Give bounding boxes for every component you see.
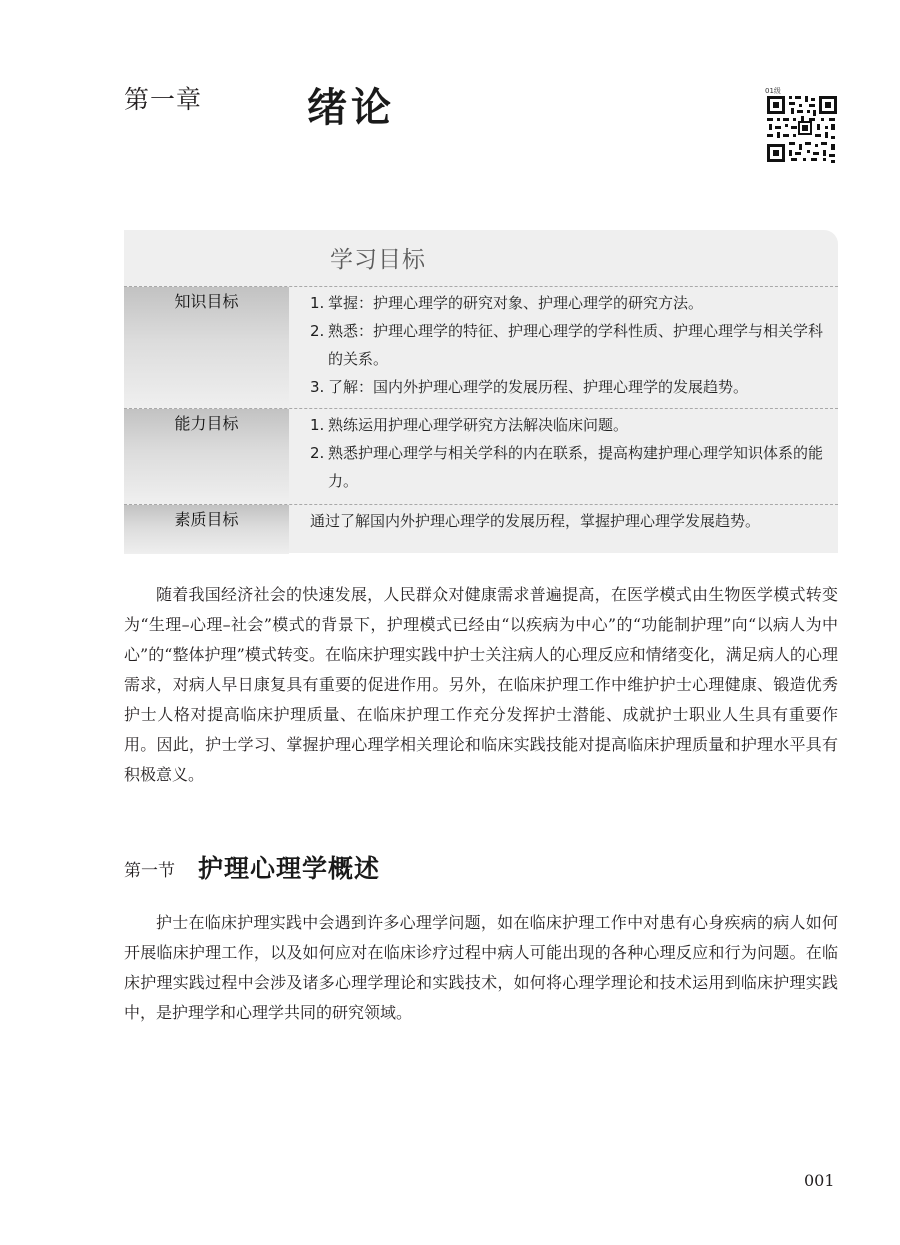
- section-title: 护理心理学概述: [198, 854, 381, 883]
- item-text: 了解：国内外护理心理学的发展历程、护理心理学的发展趋势。: [328, 378, 749, 396]
- quality-objectives-label: 素质目标: [174, 510, 239, 529]
- list-item: [310, 411, 826, 439]
- intro-paragraph: 随着我国经济社会的快速发展，人民群众对健康需求普遍提高，在医学模式由生物医学模式转变为“生理–心理–社会”模式的背景下，护理模式已经由“以疾病为中心”的“功能制护理”向“以病人为中心”的“整体护理”模式转变。在临床护理实践中护士关注病人的心理反应和情绪变化，满足病人的心理需求，对病人早日康复具有重要的促进作用。另外，在临床护理工作中维护护士心理健康、锻造优秀护士人格对提高临床护理质量、在临床护理工作充分发挥护士潜能、成就护士职业人生具有重要作用。因此，护士学习、掌握护理心理学相关理论和临床实践技能对提高临床护理质量和护理水平具有积极意义。: [124, 585, 838, 784]
- ability-objectives-label: 能力目标: [174, 414, 239, 433]
- qr-code-icon: [765, 88, 839, 164]
- item-number: 2.: [310, 322, 325, 340]
- list-item: [310, 289, 826, 317]
- item-text: 熟悉：护理心理学的特征、护理心理学的学科性质、护理心理学与相关学科的关系。: [328, 322, 824, 368]
- quality-objectives-row: [124, 504, 838, 554]
- list-item: [310, 439, 826, 495]
- ability-objectives-row: [124, 408, 838, 503]
- item-number: 3.: [310, 378, 325, 396]
- item-text: 熟练运用护理心理学研究方法解决临床问题。: [328, 416, 629, 434]
- quality-objectives-list: [310, 507, 826, 535]
- item-number: 2.: [310, 444, 325, 462]
- qr-tag: 01级: [765, 87, 781, 95]
- list-item: 通过了解国内外护理心理学的发展历程，掌握护理心理学发展趋势。: [310, 512, 761, 530]
- page-number: 001: [804, 1171, 835, 1190]
- chapter-label: 第一章: [124, 85, 203, 114]
- chapter-title: 绪论: [307, 84, 395, 131]
- section-label: 第一节: [124, 861, 175, 881]
- knowledge-objectives-label: 知识目标: [174, 292, 239, 311]
- list-item: [310, 317, 826, 373]
- item-text: 掌握：护理心理学的研究对象、护理心理学的研究方法。: [328, 294, 704, 312]
- objectives-title: 学习目标: [330, 247, 426, 273]
- item-number: 1.: [310, 416, 325, 434]
- qr-code[interactable]: [765, 88, 839, 164]
- section-paragraph: 护士在临床护理实践中会遇到许多心理学问题，如在临床护理工作中对患有心身疾病的病人如何开展临床护理工作，以及如何应对在临床诊疗过程中病人可能出现的各种心理反应和行为问题。在临床护理实践过程中会涉及诸多心理学理论和实践技术，如何将心理学理论和技术运用到临床护理实践中，是护理学和心理学共同的研究领域。: [124, 913, 838, 1022]
- learning-objectives-box: [124, 230, 838, 553]
- item-text: 熟悉护理心理学与相关学科的内在联系，提高构建护理心理学知识体系的能力。: [328, 444, 824, 490]
- list-item: [310, 373, 826, 401]
- knowledge-objectives-row: [124, 286, 838, 407]
- knowledge-objectives-list: [310, 289, 826, 401]
- item-number: 1.: [310, 294, 325, 312]
- ability-objectives-list: [310, 411, 826, 495]
